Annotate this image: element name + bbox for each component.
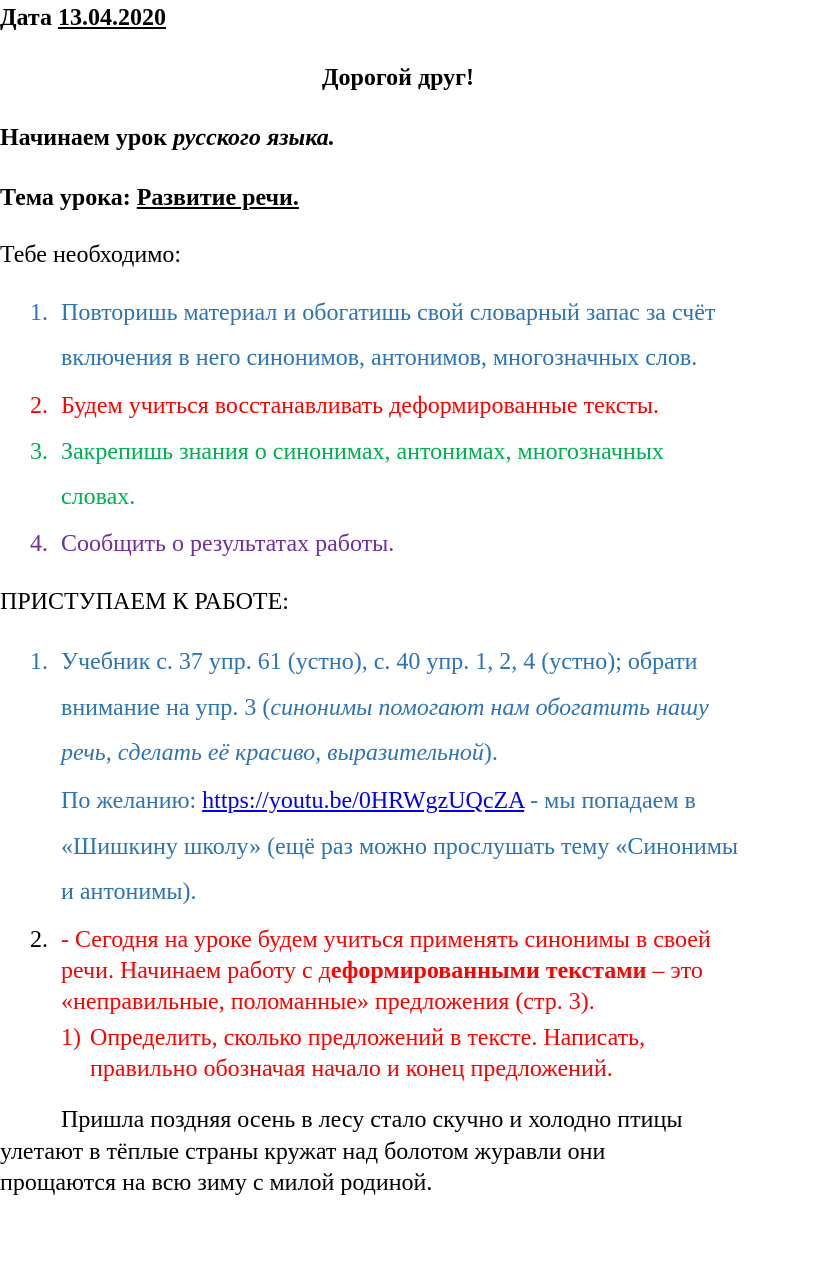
needs-item-2-line-1: Будем учиться восстанавливать деформированные тексты. [61, 393, 660, 419]
work-sub-item-line-1: Определить, сколько предложений в тексте. Написать, [90, 1025, 646, 1051]
date-value: 13.04.2020 [57, 5, 166, 31]
date-label: Дата [0, 5, 52, 31]
exercise-text-line-1: Пришла поздняя осень в лесу стало скучно и холодно птицы [61, 1107, 683, 1133]
work-sub-item-number: 1) [61, 1025, 81, 1051]
lesson-subject: русского языка. [173, 125, 335, 151]
youtube-link[interactable]: https://youtu.be/0HRWgzUQcZA [202, 788, 525, 814]
topic-line [0, 183, 299, 213]
needs-item-2-number: 2. [30, 393, 48, 419]
date-line [0, 3, 166, 33]
exercise-text-line-3: прощаются на всю зиму с милой родиной. [0, 1170, 433, 1196]
optional-prefix: По желанию: [61, 788, 197, 814]
work-item-1-line-3-italic: речь, сделать её красиво, выразительной [61, 740, 484, 766]
topic-value: Развитие речи. [136, 185, 299, 211]
optional-suffix: - мы попадаем в [530, 788, 696, 814]
work-item-2-line-1: - Сегодня на уроке будем учиться применять синонимы в своей [61, 927, 711, 953]
lesson-prefix: Начинаем урок [0, 125, 168, 151]
needs-item-4-line-1: Сообщить о результатах работы. [61, 531, 395, 557]
work-item-2-line-3: «неправильные, поломанные» предложения (стр. 3). [61, 989, 595, 1015]
needs-item-1-line-1: Повторишь материал и обогатишь свой словарный запас за счёт [61, 300, 716, 326]
greeting: Дорогой друг! [322, 65, 475, 91]
needs-item-3-line-1: Закрепишь знания о синонимах, антонимах, многозначных [61, 439, 664, 465]
work-item-1-line-3-text: ). [483, 740, 498, 766]
work-item-1-number: 1. [30, 649, 48, 675]
lesson-line [0, 123, 335, 153]
work-item-2-line-2-dash: – это [652, 958, 703, 984]
needs-item-4-number: 4. [30, 531, 48, 557]
work-item-1-line-2-italic: синонимы помогают нам обогатить нашу [270, 695, 709, 721]
work-heading: ПРИСТУПАЕМ К РАБОТЕ: [0, 589, 289, 615]
needs-item-3-line-2: словах. [61, 484, 136, 510]
work-item-1-line-2 [61, 693, 709, 723]
topic-label: Тема урока: [0, 185, 131, 211]
needs-item-3-number: 3. [30, 439, 48, 465]
work-item-1-line-3 [61, 738, 498, 768]
needs-item-1-number: 1. [30, 300, 48, 326]
work-item-2-number: 2. [30, 927, 48, 953]
work-item-1-line-2-text: внимание на упр. 3 ( [61, 695, 271, 721]
needs-intro: Тебе необходимо: [0, 242, 182, 268]
work-item-1-optional-line [61, 786, 696, 816]
work-item-2-line-2-text: речи. Начинаем работу с д [61, 958, 331, 984]
work-item-1-line-1: Учебник с. 37 упр. 61 (устно), с. 40 упр. 1, 2, 4 (устно); обрати [61, 649, 698, 675]
work-item-2-line-2-bold: еформированными текстами [330, 958, 647, 984]
needs-item-1-line-2: включения в него синонимов, антонимов, многозначных слов. [61, 345, 698, 371]
exercise-text-line-2: улетают в тёплые страны кружат над болотом журавли они [0, 1139, 606, 1165]
work-item-2-line-2 [61, 956, 703, 986]
work-item-1-line-6: и антонимы). [61, 879, 197, 905]
work-item-1-line-5: «Шишкину школу» (ещё раз можно прослушать тему «Синонимы [61, 834, 739, 860]
work-sub-item-line-2: правильно обозначая начало и конец предложений. [90, 1056, 613, 1082]
